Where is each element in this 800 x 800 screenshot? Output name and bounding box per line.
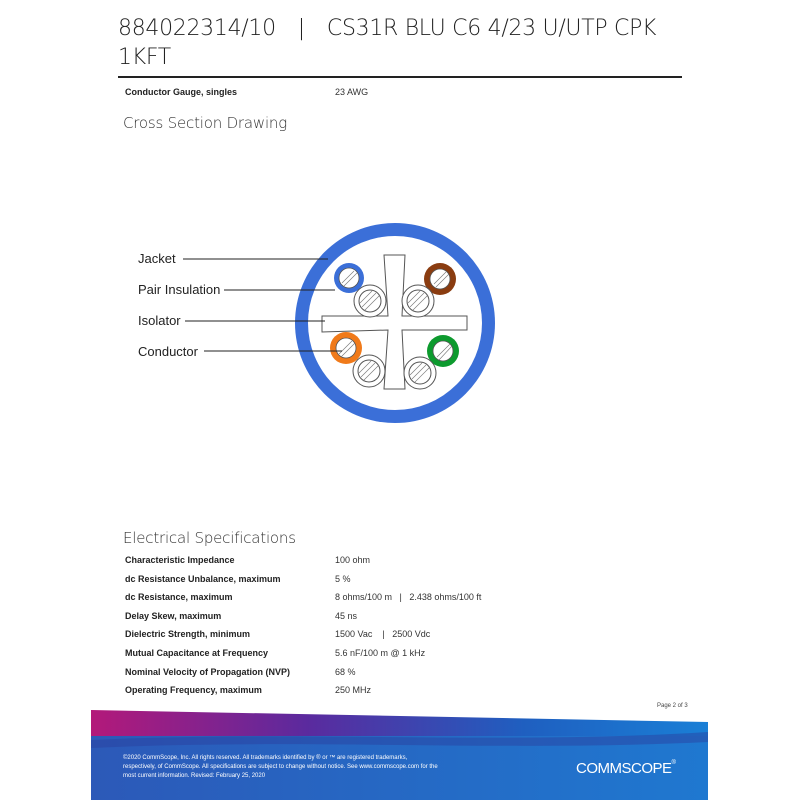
pair-orange-conductor <box>336 338 356 358</box>
spec-value: 250 MHz <box>335 685 372 696</box>
spec-label: Characteristic Impedance <box>125 555 235 565</box>
spec-label: Dielectric Strength, minimum <box>125 629 251 640</box>
title-separator: | <box>297 16 305 41</box>
logo-registered-mark: ® <box>671 760 676 766</box>
footer-legal-text <box>123 754 503 781</box>
pair-insulation-label: Pair Insulation <box>138 282 221 297</box>
cross-section-title: Cross Section Drawing <box>123 114 288 132</box>
spec-label: Operating Frequency, maximum <box>125 685 262 696</box>
spec-value: 5 % <box>335 573 351 584</box>
footer-line: most current information. Revised: February 25, 2020 <box>123 773 266 779</box>
spec-value: 23 AWG <box>335 87 369 97</box>
spec-label: dc Resistance Unbalance, maximum <box>125 573 281 584</box>
spec-value: 68 % <box>335 666 356 677</box>
spec-label: Nominal Velocity of Propagation (NVP) <box>125 666 291 677</box>
footer-line: ©2020 CommScope, Inc. All rights reserved. All trademarks identified by ® or ™ are registered trademarks, <box>123 755 408 761</box>
spec-value: 8 ohms/100 m | 2.438 ohms/100 ft <box>335 592 482 603</box>
page-number: Page 2 of 3 <box>657 703 688 709</box>
spec-value: 45 ns <box>335 610 358 621</box>
spec-label: dc Resistance, maximum <box>125 592 233 603</box>
spec-value: 1500 Vac | 2500 Vdc <box>335 629 431 640</box>
commscope-logo <box>576 760 675 777</box>
isolator-label: Isolator <box>138 313 181 328</box>
spec-label: Delay Skew, maximum <box>125 610 222 621</box>
jacket-label: Jacket <box>138 251 176 266</box>
title-line-2: 1KFT <box>118 45 171 70</box>
product-name: CS31R BLU C6 4/23 U/UTP CPK <box>326 16 657 41</box>
spec-value: 5.6 nF/100 m @ 1 kHz <box>335 648 426 658</box>
footer-line: respectively, of CommScope. All specifications are subject to change without notice. See www.commscope.com for the <box>123 764 438 770</box>
spec-value: 100 ohm <box>335 555 371 565</box>
conductor-label: Conductor <box>138 344 198 359</box>
electrical-specs-title: Electrical Specifications <box>123 529 296 547</box>
part-number: 884022314/10 <box>118 16 276 41</box>
spec-label: Mutual Capacitance at Frequency <box>125 648 269 658</box>
pair-blue-conductor <box>339 268 359 288</box>
pair-brown-conductor <box>430 269 450 289</box>
spec-label: Conductor Gauge, singles <box>125 87 238 97</box>
logo-text: COMMSCOPE <box>576 760 672 777</box>
